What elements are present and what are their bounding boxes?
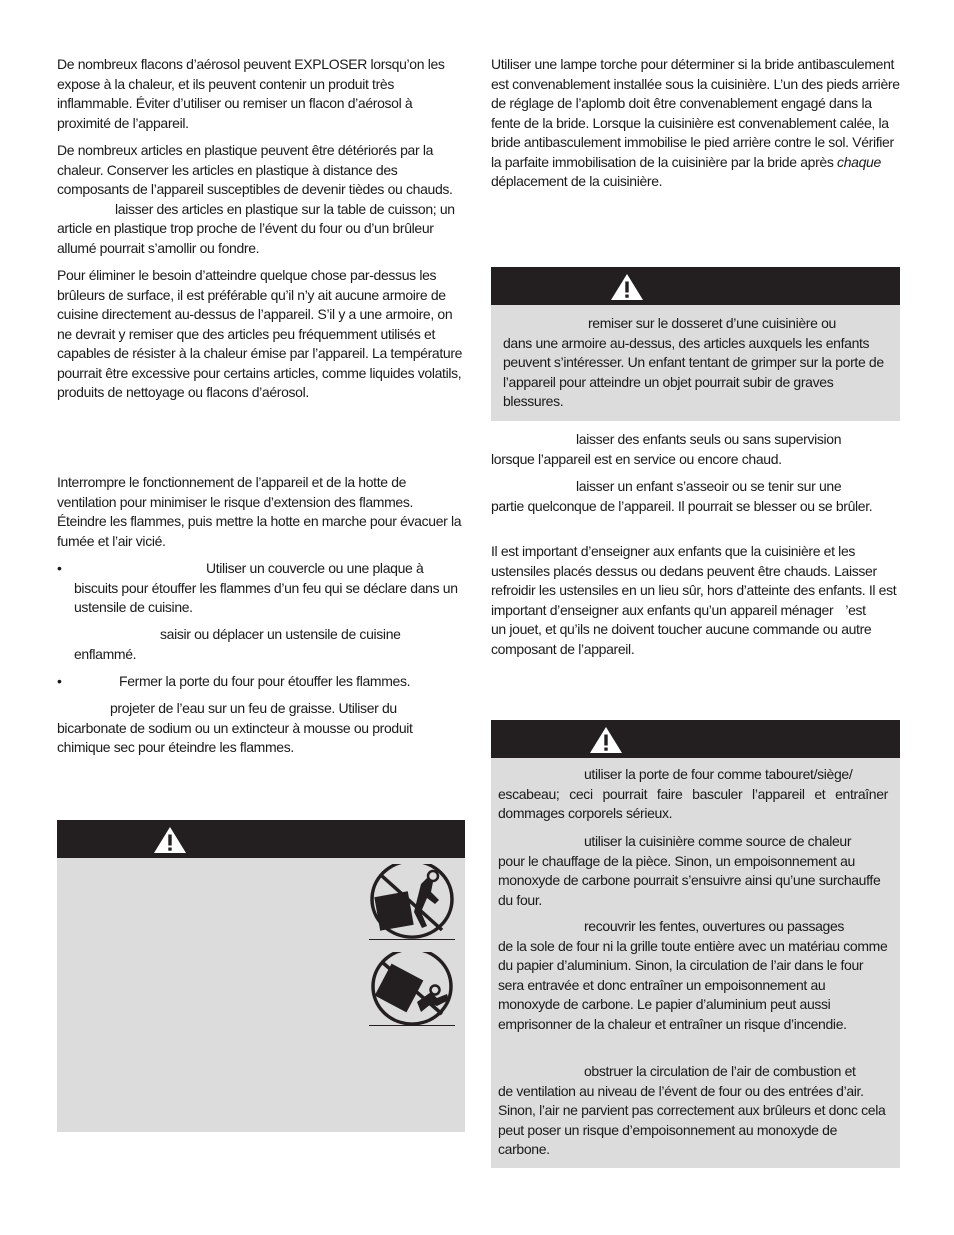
aerosol-paragraph: De nombreux flacons d’aérosol peuvent EXPLOSER lorsqu’on les expose à la chaleur, et ils peuvent contenir un produit très inflammable. Éviter d’utiliser ou remiser un flacon d’aérosol à proximité de l’appareil. (57, 56, 445, 131)
box2-item1-line1: utiliser la porte de four comme tabouret/siège/ (584, 766, 853, 782)
box2-item3-rest: de la sole de four ni la grille toute entière avec un matériau comme du papier d’aluminium. Sinon, la circulation de l’air dans le four sera entravée et donc entraîner un empoisonnement au monoxyde de carbone. Le papier d’aluminium peut aussi emprisonner de la chaleur et entraîner un risque d’incendie. (498, 937, 888, 1032)
warning-triangle-icon (153, 826, 187, 854)
box1-line1: remiser sur le dosseret d’une cuisinière ou (588, 315, 836, 331)
box2-item3-line1: recouvrir les fentes, ouvertures ou passages (584, 918, 845, 934)
warning-triangle-icon (610, 273, 644, 301)
bullet-mark: • (57, 560, 62, 576)
box1-rest: dans une armoire au-dessus, des articles auxquels les enfants peuvent s’intéresser. Un enfant tentant de grimper sur la porte de l’appareil pour atteindre un objet pourrait subir de graves blessures. (503, 334, 884, 409)
cabinet-paragraph: Pour éliminer le besoin d’atteindre quelque chose par-dessus les brûleurs de surface, il est préférable qu’il n’y ait aucune armoire de cuisine directement au-dessus de l’appareil. S’il y a une armoire, on ne devrait y remiser que des articles peu fréquemment utilisés et capables de résister à la chaleur émise par l’appareil. La température pourrait être excessive pour certains articles, comme liquides volatils, produits de nettoyage ou flacons d’aérosol. (57, 267, 463, 400)
box2-item4-line1: obstruer la circulation de l’air de combustion et (584, 1063, 856, 1079)
warning-box-children (491, 305, 900, 421)
warning-bar-tipover (57, 820, 465, 858)
grease-line1: projeter de l’eau sur un feu de graisse. Utiliser du (110, 700, 397, 716)
line-enflamme: enflammé. (74, 645, 137, 662)
warning-bar-oven (491, 720, 900, 758)
alone-line1: laisser des enfants seuls ou sans supervision (576, 431, 842, 447)
teach-paragraph (491, 542, 900, 659)
bullet-lid-rest: biscuits pour étouffer les flammes d’un feu qui se déclare dans un ustensile de cuisine. (74, 579, 458, 615)
teach-b: ’est (845, 601, 866, 618)
grease-rest: bicarbonate de sodium ou un extincteur à mousse ou produit chimique sec pour éteindre les flammes. (57, 719, 413, 755)
anti-tip-emphasis: chaque (837, 153, 881, 170)
line-saisir: saisir ou déplacer un ustensile de cuisine (160, 626, 401, 642)
sit-line1: laisser un enfant s’asseoir ou se tenir sur une (576, 478, 842, 494)
plastic-paragraph-b: laisser des articles en plastique sur la table de cuisson; un article en plastique trop proche de l’évent du four ou d’un brûleur allumé pourrait s’amollir ou fondre. (57, 200, 455, 256)
anti-tip-paragraph-a: Utiliser une lampe torche pour déterminer si la bride antibasculement est convenablement installée sous la cuisinière. L’un des pieds arrière de réglage de l’aplomb doit être convenablement engagé dans la fente de la bride. Lorsque la cuisinière est convenablement calée, la bride antibasculement immobilise le pied arrière contre le sol. Vérifier la parfaite immobilisation de la cuisinière par la bride après (491, 56, 900, 170)
teach-a: Il est important d’enseigner aux enfants que la cuisinière et les ustensiles placés dessus ou dedans peuvent être chauds. Laisser refroidir les ustensiles en un lieu sûr, hors d’atteinte des enfants. Il est important d’enseigner aux enfants qu’un appareil ménager (491, 543, 897, 618)
bullet-lid-line1: Utiliser un couvercle ou une plaque à (206, 560, 424, 576)
warning-triangle-icon (589, 726, 623, 754)
box2-item2-line1: utiliser la cuisinière comme source de chaleur (584, 833, 852, 849)
warning-box-oven (491, 758, 900, 1168)
alone-rest: lorsque l’appareil est en service ou encore chaud. (491, 450, 782, 467)
anti-tip-paragraph-b: déplacement de la cuisinière. (491, 173, 663, 189)
box2-item2-rest: pour le chauffage de la pièce. Sinon, un empoisonnement au monoxyde de carbone pourrait s’ensuivre ainsi qu’une surchauffe du four. (498, 852, 881, 908)
fire-paragraph: Interrompre le fonctionnement de l’appareil et de la hotte de ventilation pour minimiser le risque d’extension des flammes. Éteindre les flammes, puis mettre la hotte en marche pour évacuer la fumée et l’air vicié. (57, 474, 462, 549)
plastic-paragraph (57, 141, 465, 258)
teach-d: toucher aucune commande ou autre composant de l’appareil. (491, 621, 872, 657)
anti-tip-paragraph (491, 55, 900, 192)
plastic-paragraph-a: De nombreux articles en plastique peuvent être détériorés par la chaleur. Conserver les articles en plastique à distance des composants de l’appareil susceptibles de devenir tièdes ou chauds. (57, 142, 453, 197)
teach-c: un jouet, et qu’ils ne doivent (491, 621, 655, 637)
no-climbing-on-door-icon (369, 864, 455, 940)
warning-box-tipover (57, 858, 465, 1132)
warning-bar-children (491, 267, 900, 305)
bullet-door-text: Fermer la porte du four pour étouffer les flammes. (119, 673, 411, 689)
box2-item1-rest: escabeau; ceci pourrait faire basculer l’appareil et entraîner dommages corporels sérieux. (498, 785, 888, 821)
box2-item4-rest: de ventilation au niveau de l’évent de four ou des entrées d’air. Sinon, l’air ne parvient pas correctement aux brûleurs et donc cela peut poser un risque d’empoisonnement au monoxyde de carbone. (498, 1082, 886, 1157)
bullet-mark: • (57, 673, 62, 689)
sit-rest: partie quelconque de l’appareil. Il pourrait se blesser ou se brûler. (491, 497, 873, 514)
range-tip-over-icon (369, 952, 455, 1026)
